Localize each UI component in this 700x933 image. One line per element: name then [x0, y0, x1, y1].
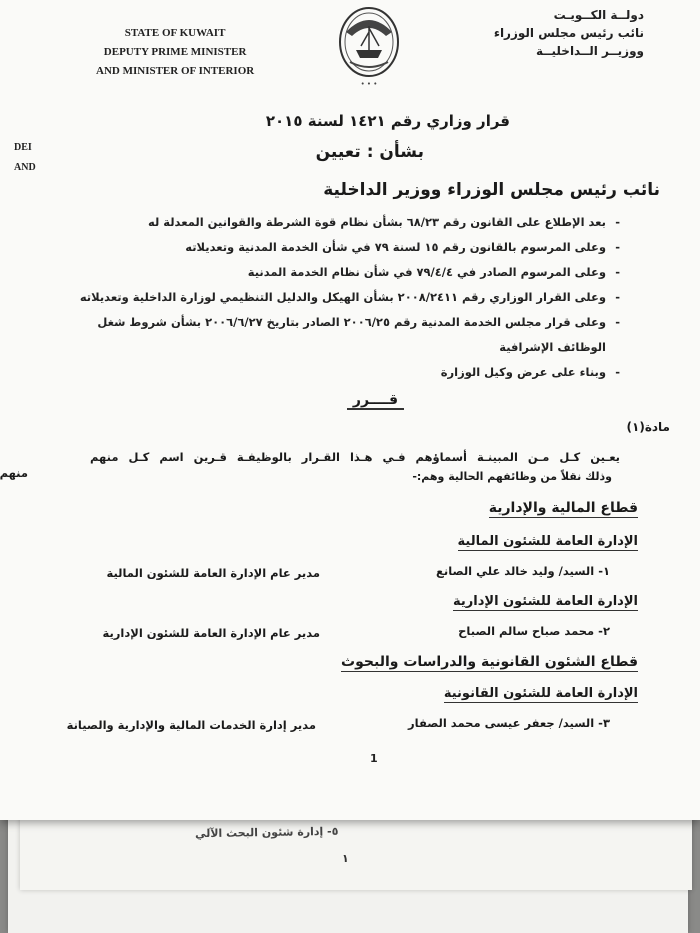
arabic-letterhead [494, 6, 644, 60]
appointee-job: مدير عام الإدارة العامة للشئون الإدارية [102, 626, 320, 640]
side-text: DEI [14, 142, 32, 153]
appointee-name: ١- السيد/ وليد خالد علي الصانع [436, 564, 610, 578]
recital-item: - وبناء على عرض وكيل الوزارة [60, 360, 620, 385]
department-heading: الإدارة العامة للشئون الإدارية [453, 594, 638, 609]
back-sheet-page-number: ١ [342, 852, 349, 865]
letterhead-line: نائب رئيس مجلس الوزراء [493, 26, 644, 40]
appointee-name: ٣- السيد/ جعفر عيسى محمد الصفار [408, 716, 610, 730]
recital-item: - بعد الإطلاع على القانون رقم ٦٨/٢٣ بشأن نظام قوة الشرطة والقوانين المعدلة له [60, 210, 620, 235]
svg-text:• • •: • • • [360, 80, 378, 88]
letterhead-line: DEPUTY PRIME MINISTER [103, 46, 247, 58]
recital-item: - وعلى المرسوم بالقانون رقم ١٥ لسنة ٧٩ في شأن الخدمة المدنية وتعديلاته [60, 235, 620, 260]
letterhead-line: ووزيــر الــداخليــة [536, 44, 644, 58]
department-heading: الإدارة العامة للشئون المالية [457, 534, 638, 549]
kuwait-emblem-icon [332, 2, 406, 92]
article-body-tail: منهم [0, 466, 28, 480]
back-sheet-text: ٥- إدارة شئون البحث الآلي [194, 824, 339, 841]
recitals-list [60, 210, 620, 385]
letterhead-line: STATE OF KUWAIT [124, 27, 226, 39]
side-text: AND [14, 162, 36, 173]
english-letterhead [96, 24, 254, 81]
recital-item: - وعلى المرسوم الصادر في ٧٩/٤/٤ في شأن نظام الخدمة المدنية [60, 260, 620, 285]
sector-heading: قطاع المالية والإدارية [488, 500, 638, 516]
decree-number: قرار وزاري رقم ١٤٢١ لسنة ٢٠١٥ [265, 112, 510, 130]
page-number: 1 [370, 752, 378, 765]
article-number: مادة(١) [626, 420, 670, 434]
article-body-line2: وذلك نقلاً من وظائفهم الحالية وهم:- [412, 470, 612, 483]
recital-item: - وعلى القرار الوزاري رقم ٢٠٠٨/٢٤١١ بشأن الهيكل والدليل التنظيمي لوزارة الداخلية وتعديلاته [60, 285, 620, 310]
department-heading: الإدارة العامة للشئون القانونية [443, 686, 638, 701]
article-body-line1: يعـين كـل مـن المبينـة أسماؤهم فـي هـذا القـرار بالوظيفـة قـرين اسم كـل منهم [90, 450, 620, 464]
appointee-name: ٢- محمد صباح سالم الصباح [458, 624, 610, 638]
recital-item: - وعلى قرار مجلس الخدمة المدنية رقم ٢٠٠٦/٢٥ الصادر بتاريخ ٢٠٠٦/٦/٢٧ بشأن شروط شغل الوظائف الإشرافية [60, 310, 620, 360]
decree-subject: بشأن : تعيين [315, 142, 424, 162]
letterhead-line: دولــة الكــويـت [553, 8, 644, 22]
sector-heading: قطاع الشئون القانونية والدراسات والبحوث [341, 654, 638, 670]
decided-heading: قــــرر [347, 392, 404, 410]
appointee-job: مدير عام الإدارة العامة للشئون المالية [106, 566, 320, 580]
letterhead-line: AND MINISTER OF INTERIOR [96, 65, 255, 77]
appointee-job: مدير إدارة الخدمات المالية والإدارية والصيانة [66, 718, 316, 732]
decree-issuer: نائب رئيس مجلس الوزراء ووزير الداخلية [323, 180, 660, 200]
